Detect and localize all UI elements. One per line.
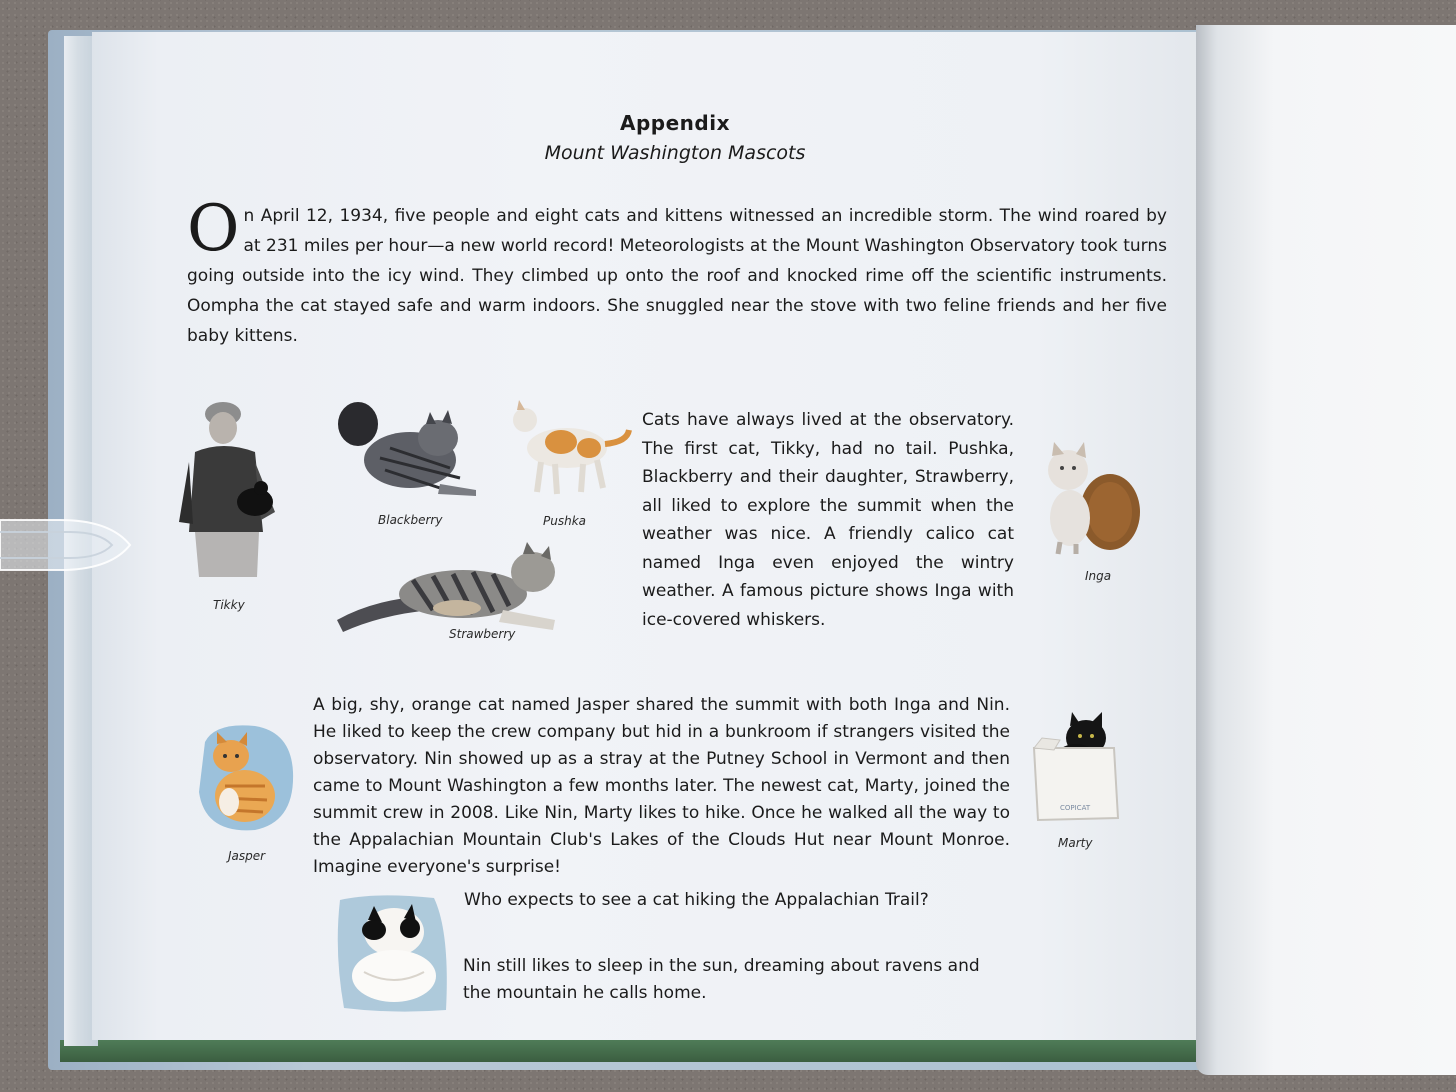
caption-tikky: Tikky <box>213 598 245 612</box>
caption-jasper: Jasper <box>228 849 266 863</box>
paragraph-cats-history: Cats have always lived at the observatory. The first cat, Tikky, had no tail. Pushka, Blackberry and their daughter, Strawberry, all liked to explore the summit when the weather was nice. A friendly calico cat named Inga even enjoyed the wintry weather. A famous picture shows Inga with ice-covered whiskers. <box>642 410 1014 630</box>
box-label: COPICAT <box>1060 804 1091 812</box>
intro-text: n April 12, 1934, five people and eight cats and kittens witnessed an incredible storm. The wind roared by at 231 miles per hour—a new world record! Meteorologists at the Mount Washington Observatory took turns going outside into the icy wind. They climbed up onto the roof and knocked rime off the scientific instruments. Oompha the cat stayed safe and warm indoors. She snuggled near the stove with two feline friends and her five baby kittens. <box>187 206 1167 346</box>
tikky-illustration <box>175 392 297 582</box>
caption-blackberry: Blackberry <box>378 513 443 527</box>
blackberry-illustration <box>330 398 480 508</box>
caption-inga: Inga <box>1085 569 1112 583</box>
page-title: Appendix <box>620 111 730 135</box>
paragraph-jasper-nin-marty: A big, shy, orange cat named Jasper shared the summit with both Inga and Nin. He liked to keep the crew company but hid in a bunkroom if strangers visited the observatory. Nin showed up as a stray at the Putney School in Vermont and then came to Mount Washington a few months later. The newest cat, Marty, joined the summit crew in 2008. Like Nin, Marty likes to hike. Once he walked all the way to the Appalachian Mountain Club's Lakes of the Clouds Hut near Mount Monroe. Imagine everyone's surprise! <box>313 695 1010 877</box>
nin-illustration <box>334 892 452 1014</box>
paragraph-appalachian-trail: Who expects to see a cat hiking the Appalachian Trail? <box>464 890 929 910</box>
caption-marty: Marty <box>1058 836 1093 850</box>
paragraph-nin-sleeps: Nin still likes to sleep in the sun, dreaming about ravens and the mountain he calls home. <box>463 956 980 1003</box>
caption-strawberry: Strawberry <box>449 627 516 641</box>
intro-paragraph <box>187 192 1167 351</box>
drop-cap: O <box>187 192 240 266</box>
marty-illustration <box>1030 710 1125 825</box>
caption-pushka: Pushka <box>543 514 587 528</box>
pushka-illustration <box>505 398 635 498</box>
page-subtitle: Mount Washington Mascots <box>544 142 806 164</box>
inga-illustration <box>1040 442 1140 557</box>
page-clip <box>0 510 140 580</box>
strawberry-illustration <box>333 540 573 640</box>
cover-binding-strip <box>60 1040 1200 1062</box>
right-page <box>1196 25 1456 1075</box>
jasper-illustration <box>195 722 295 834</box>
